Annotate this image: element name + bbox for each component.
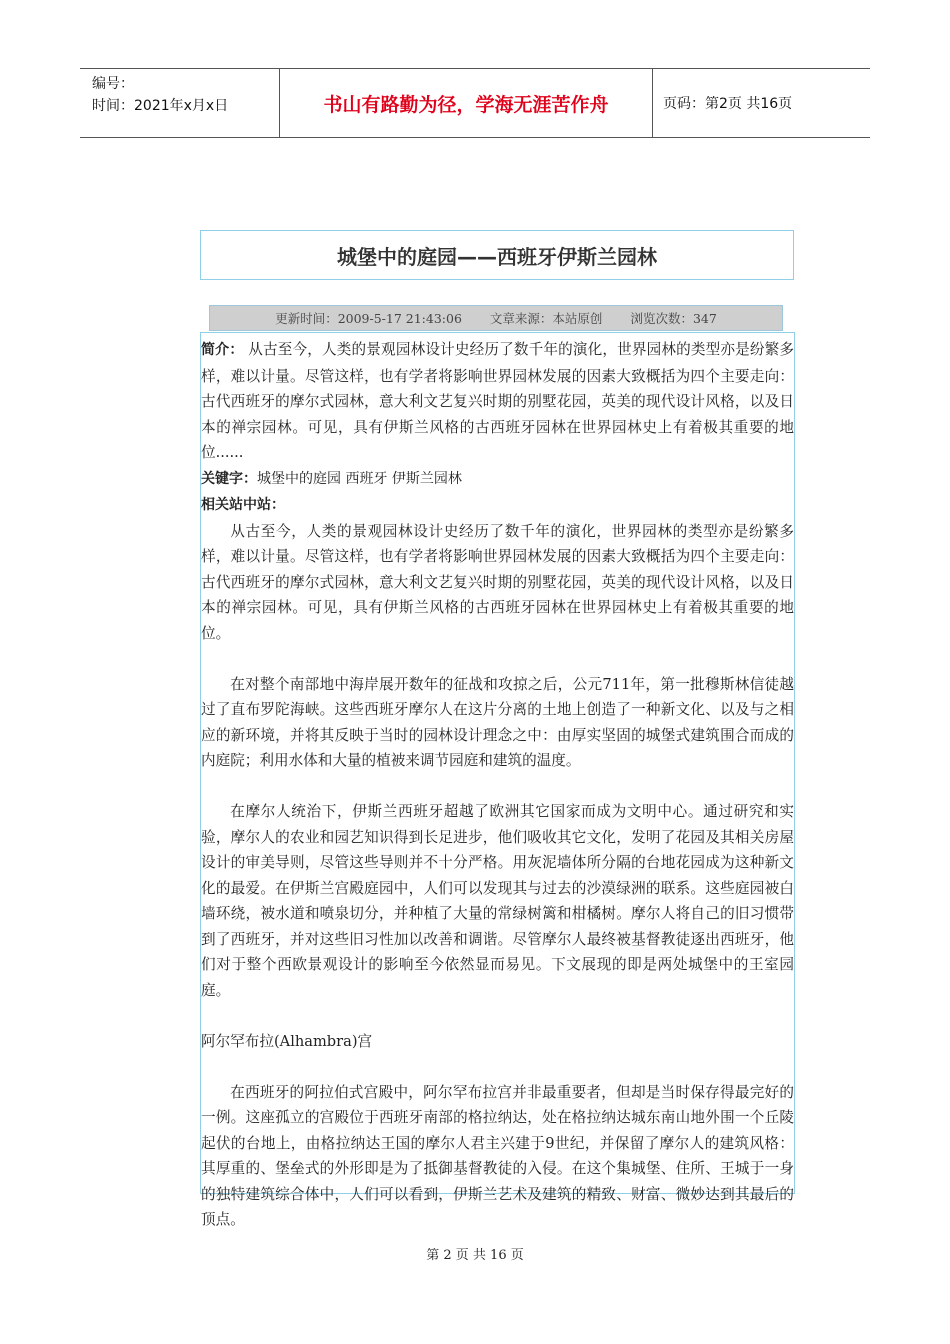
page-header: [80, 68, 870, 138]
document-number-label: 编号：: [92, 76, 134, 92]
body-paragraph: 从古至今，人类的景观园林设计史经历了数千年的演化，世界园林的类型亦是纷繁多样，难以计量。尽管这样，也有学者将影响世界园林发展的因素大致概括为四个主要走向：古代西班牙的摩尔式园林，意大利文艺复兴时期的别墅花园，英美的现代设计风格，以及日本的禅宗园林。可见，具有伊斯兰风格的古西班牙园林在世界园林史上有着极其重要的地位。: [201, 522, 794, 642]
summary-label: 简介：: [201, 342, 244, 358]
section-title: 阿尔罕布拉(Alhambra)宫: [201, 1032, 373, 1050]
header-page-info: 页码：第2页 共16页: [663, 96, 793, 112]
article-title-box: [200, 230, 794, 280]
header-info-cell: [80, 69, 280, 137]
document-time-label: 时间：2021年x月x日: [92, 98, 229, 114]
header-motto: 书山有路勤为径，学海无涯苦作舟: [280, 69, 653, 137]
meta-update-time: 更新时间：2009-5-17 21:43:06: [275, 311, 462, 326]
keywords-text: 城堡中的庭园 西班牙 伊斯兰园林: [257, 470, 462, 487]
article-meta-bar: [209, 305, 783, 331]
article-body: [200, 332, 795, 1228]
body-paragraph: 在对整个南部地中海岸展开数年的征战和攻掠之后，公元711年，第一批穆斯林信徒越过了直布罗陀海峡。这些西班牙摩尔人在这片分离的土地上创造了一种新文化、以及与之相应的新环境，并将其反映于当时的园林设计理念之中：由厚实坚固的城堡式建筑围合而成的内庭院；利用水体和大量的植被来调节园庭和建筑的温度。: [201, 675, 794, 769]
meta-views: 浏览次数：347: [630, 311, 717, 326]
keywords-label: 关键字：: [201, 470, 257, 487]
meta-source: 文章来源：本站原创: [489, 311, 603, 326]
related-label: 相关站中站：: [201, 497, 285, 513]
keywords: [201, 466, 794, 493]
related-sites: [201, 492, 794, 519]
page-footer: 第 2 页 共 16 页: [426, 1248, 524, 1263]
summary: [201, 337, 794, 466]
article-title: 城堡中的庭园——西班牙伊斯兰园林: [337, 244, 657, 269]
section-paragraph: 在西班牙的阿拉伯式宫殿中，阿尔罕布拉宫并非最重要者，但却是当时保存得最完好的一例。这座孤立的宫殿位于西班牙南部的格拉纳达，处在格拉纳达城东南山地外围一个丘陵起伏的台地上，由格拉纳达王国的摩尔人君主兴建于9世纪，并保留了摩尔人的建筑风格：其厚重的、堡垒式的外形即是为了抵御基督教徒的入侵。在这个集城堡、住所、王城于一身的独特建筑综合体中，人们可以看到，伊斯兰艺术及建筑的精致、财富、微妙达到其最后的顶点。: [201, 1083, 794, 1228]
body-paragraph: 在摩尔人统治下，伊斯兰西班牙超越了欧洲其它国家而成为文明中心。通过研究和实验，摩尔人的农业和园艺知识得到长足进步，他们吸收其它文化，发明了花园及其相关房屋设计的审美导则，尽管这些导则并不十分严格。用灰泥墙体所分隔的台地花园成为这种新文化的最爱。在伊斯兰宫殿庭园中，人们可以发现其与过去的沙漠绿洲的联系。这些庭园被白墙环绕，被水道和喷泉切分，并种植了大量的常绿树篱和柑橘树。摩尔人将自己的旧习惯带到了西班牙，并对这些旧习性加以改善和调谐。尽管摩尔人最终被基督教徒逐出西班牙，他们对于整个西欧景观设计的影响至今依然显而易见。下文展现的即是两处城堡中的王室园庭。: [201, 803, 794, 999]
summary-text: 从古至今，人类的景观园林设计史经历了数千年的演化，世界园林的类型亦是纷繁多样，难以计量。尽管这样，也有学者将影响世界园林发展的因素大致概括为四个主要走向：古代西班牙的摩尔式园林，意大利文艺复兴时期的别墅花园，英美的现代设计风格，以及日本的禅宗园林。可见，具有伊斯兰风格的古西班牙园林在世界园林史上有着极其重要的地位......: [201, 341, 794, 461]
